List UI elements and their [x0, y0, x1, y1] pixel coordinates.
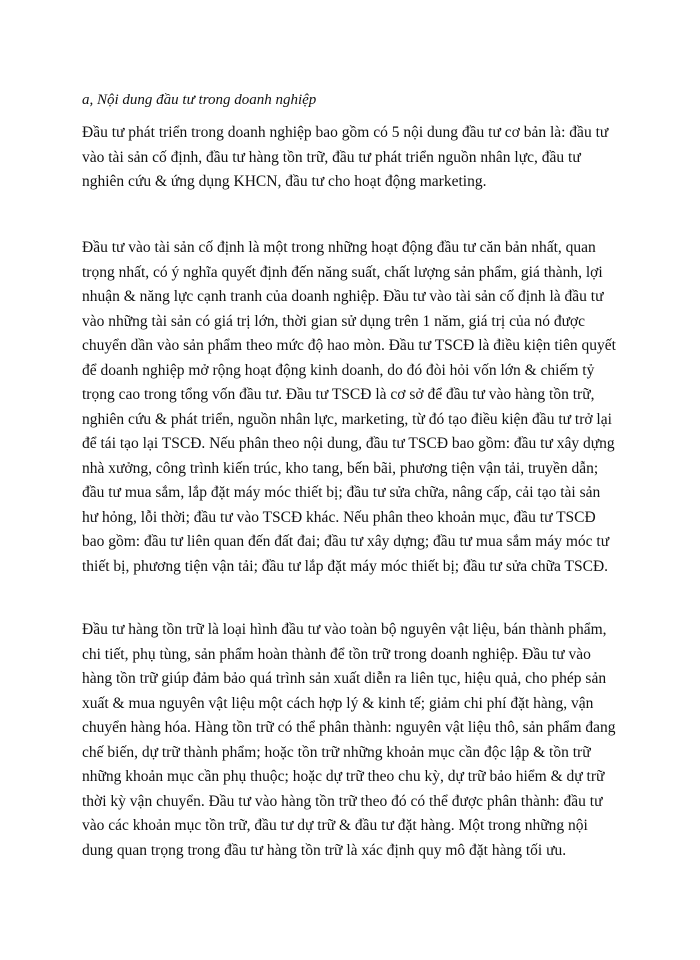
section-heading: a, Nội dung đầu tư trong doanh nghiệp	[82, 92, 317, 108]
paragraph-fixed-assets: Đầu tư vào tài sản cố định là một trong những hoạt động đầu tư căn bản nhất, quan trọng nhất, có ý nghĩa quyết định đến năng suất, chất lượng sản phẩm, giá thành, lợi nhuận & năng lực cạnh tranh của doanh nghiệp. Đầu tư vào tài sản cố định là đầu tư vào những tài sản có giá trị lớn, thời gian sử dụng trên 1 năm, giá trị của nó được chuyển dần vào sản phẩm theo mức độ hao mòn. Đầu tư TSCĐ là điều kiện tiên quyết để doanh nghiệp mở rộng hoạt động kinh doanh, do đó đòi hỏi vốn lớn & chiếm tỷ trọng cao trong tổng vốn đầu tư. Đầu tư TSCĐ là cơ sở để đầu tư vào hàng tồn trữ, nghiên cứu & phát triển, nguồn nhân lực, marketing, từ đó tạo điều kiện đầu tư trở lại để tái tạo lại TSCĐ. Nếu phân theo nội dung, đầu tư TSCĐ bao gồm: đầu tư xây dựng nhà xưởng, công trình kiến trúc, kho tang, bến bãi, phương tiện vận tải, truyền dẫn; đầu tư mua sắm, lắp đặt máy móc thiết bị; đầu tư sửa chữa, nâng cấp, cải tạo tài sản hư hỏng, lỗi thời; đầu tư vào TSCĐ khác. Nếu phân theo khoản mục, đầu tư TSCĐ bao gồm: đầu tư liên quan đến đất đai; đầu tư xây dựng; đầu tư mua sắm máy móc tư thiết bị, phương tiện vận tải; đầu tư lắp đặt máy móc thiết bị; đầu tư sửa chữa TSCĐ.	[82, 239, 616, 575]
paragraph-overview: Đầu tư phát triển trong doanh nghiệp bao gồm có 5 nội dung đầu tư cơ bản là: đầu tư vào tài sản cố định, đầu tư hàng tồn trữ, đầu tư phát triển nguồn nhân lực, đầu tư nghiên cứu & ứng dụng KHCN, đầu tư cho hoạt động marketing.	[82, 124, 609, 190]
paragraph-inventory: Đầu tư hàng tồn trữ là loại hình đầu tư vào toàn bộ nguyên vật liệu, bán thành phẩm, chi tiết, phụ tùng, sản phẩm hoàn thành để tồn trữ trong doanh nghiệp. Đầu tư vào hàng tồn trữ giúp đảm bảo quá trình sản xuất diễn ra liên tục, hiệu quả, cho phép sản xuất & mua nguyên vật liệu một cách hợp lý & kinh tế; giảm chi phí đặt hàng, vận chuyển hàng hóa. Hàng tồn trữ có thể phân thành: nguyên vật liệu thô, sản phẩm đang chế biến, dự trữ thành phẩm; hoặc tồn trữ những khoản mục cần độc lập & tồn trữ những khoản mục cần phụ thuộc; hoặc dự trữ theo chu kỳ, dự trữ bảo hiểm & dự trữ thời kỳ vận chuyển. Đầu tư vào hàng tồn trữ theo đó có thể được phân thành: đầu tư vào các khoản mục tồn trữ, đầu tư dự trữ & đầu tư đặt hàng. Một trong những nội dung quan trọng trong đầu tư hàng tồn trữ là xác định quy mô đặt hàng tối ưu.	[82, 621, 616, 859]
